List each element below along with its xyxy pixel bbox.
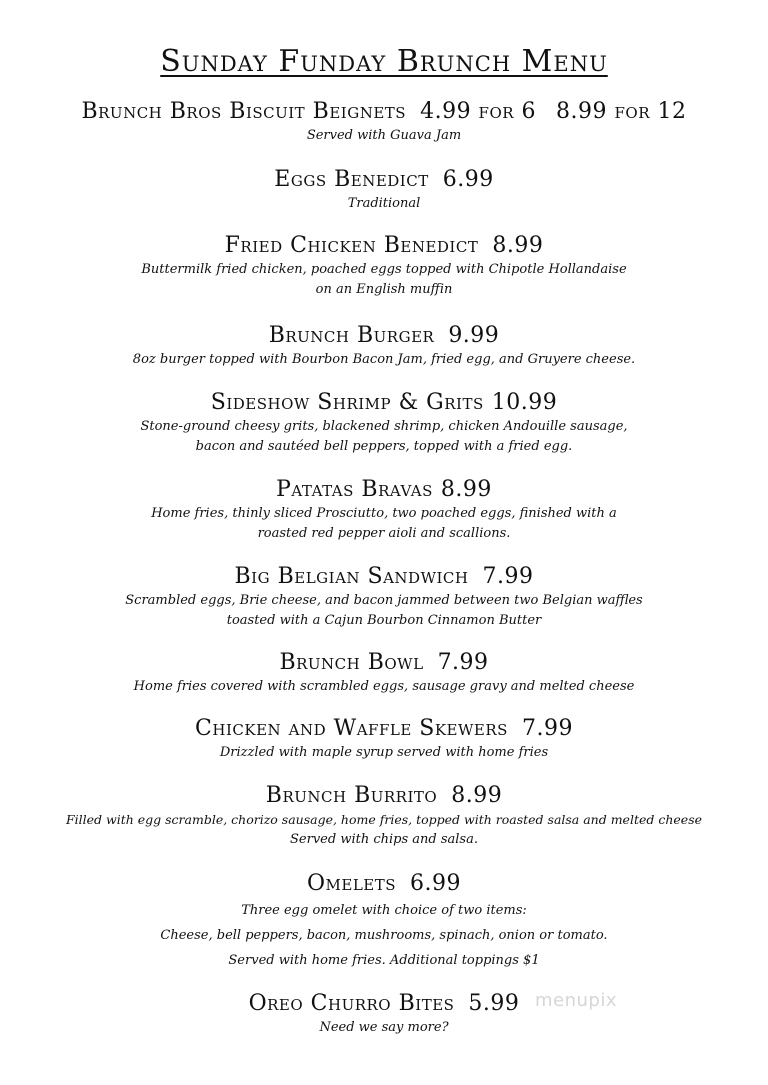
item-name: Oreo Churro Bites xyxy=(248,991,455,1016)
item-description: Stone-ground cheesy grits, blackened shrimp, chicken Andouille sausage, xyxy=(140,419,628,434)
item-description: Traditional xyxy=(347,196,421,211)
item-heading xyxy=(0,389,768,417)
item-description: Home fries covered with scrambled eggs, sausage gravy and melted cheese xyxy=(133,679,635,694)
menu-item-patatas-bravas xyxy=(0,476,768,544)
item-description: toasted with a Cajun Bourbon Cinnamon Butter xyxy=(226,613,542,628)
item-name: Omelets xyxy=(306,871,397,896)
item-heading xyxy=(0,166,768,194)
item-description: Cheese, bell peppers, bacon, mushrooms, spinach, onion or tomato. xyxy=(160,928,608,943)
item-name: Patatas Bravas xyxy=(276,477,433,502)
item-description: Scrambled eggs, Brie cheese, and bacon jammed between two Belgian waffles xyxy=(125,593,643,608)
item-price: 6.99 xyxy=(410,871,462,896)
menu-item-chicken-waffle-skewers xyxy=(0,715,768,763)
item-description: Served with Guava Jam xyxy=(306,128,462,143)
item-price: 8.99 xyxy=(492,233,544,258)
item-description: Three egg omelet with choice of two items: xyxy=(241,903,527,918)
item-heading xyxy=(0,715,768,743)
menu-item-fried-chicken-benedict xyxy=(0,232,768,300)
item-price: 4.99 for 6 xyxy=(420,99,537,124)
menu-title: Sunday Funday Brunch Menu xyxy=(160,44,608,79)
menu-item-brunch-bowl xyxy=(0,649,768,697)
item-heading xyxy=(0,782,768,810)
item-price-large: 8.99 for 12 xyxy=(556,99,687,124)
menu-item-oreo-churro-bites xyxy=(0,990,768,1038)
item-name: Brunch Burger xyxy=(268,323,435,348)
menu-item-brunch-burger xyxy=(0,322,768,370)
item-description: Served with home fries. Additional toppings $1 xyxy=(228,953,540,968)
item-price: 7.99 xyxy=(482,564,534,589)
item-name: Sideshow Shrimp & Grits xyxy=(210,390,484,415)
item-heading xyxy=(0,990,768,1018)
item-description: Served with chips and salsa. xyxy=(290,832,478,847)
item-price: 7.99 xyxy=(437,650,489,675)
item-description: Buttermilk fried chicken, poached eggs topped with Chipotle Hollandaise xyxy=(141,262,627,277)
menu-item-shrimp-grits xyxy=(0,389,768,457)
item-heading xyxy=(0,322,768,350)
item-description: Need we say more? xyxy=(319,1020,449,1035)
item-name: Eggs Benedict xyxy=(274,167,429,192)
item-name: Fried Chicken Benedict xyxy=(224,233,479,258)
item-description: Filled with egg scramble, chorizo sausage, home fries, topped with roasted salsa and melted cheese xyxy=(65,812,703,827)
menu-item-brunch-burrito xyxy=(0,782,768,850)
item-description: roasted red pepper aioli and scallions. xyxy=(257,526,511,541)
item-price: 6.99 xyxy=(442,167,494,192)
item-heading xyxy=(0,649,768,677)
item-name: Big Belgian Sandwich xyxy=(234,564,469,589)
item-price: 9.99 xyxy=(448,323,500,348)
item-heading xyxy=(0,870,768,898)
item-price: 8.99 xyxy=(440,477,492,502)
menu-item-omelets xyxy=(0,870,768,973)
item-description: on an English muffin xyxy=(315,282,453,297)
item-description: Home fries, thinly sliced Prosciutto, two poached eggs, finished with a xyxy=(151,506,617,521)
item-heading xyxy=(0,476,768,504)
item-heading xyxy=(0,232,768,260)
item-description: 8oz burger topped with Bourbon Bacon Jam, fried egg, and Gruyere cheese. xyxy=(132,352,636,367)
item-description: bacon and sautéed bell peppers, topped with a fried egg. xyxy=(195,439,573,454)
item-heading xyxy=(0,98,768,126)
menu-item-big-belgian-sandwich xyxy=(0,563,768,631)
item-price: 10.99 xyxy=(491,390,558,415)
menu-item-eggs-benedict xyxy=(0,166,768,214)
item-price: 5.99 xyxy=(468,991,520,1016)
item-name: Chicken and Waffle Skewers xyxy=(195,716,508,741)
item-name: Brunch Bros Biscuit Beignets xyxy=(81,99,407,124)
watermark: menupix xyxy=(535,990,618,1011)
item-name: Brunch Bowl xyxy=(279,650,424,675)
item-heading xyxy=(0,563,768,591)
item-price: 8.99 xyxy=(451,783,503,808)
menu-item-biscuit-beignets xyxy=(0,98,768,146)
item-name: Brunch Burrito xyxy=(265,783,438,808)
item-price: 7.99 xyxy=(521,716,573,741)
item-description: Drizzled with maple syrup served with home fries xyxy=(219,745,549,760)
